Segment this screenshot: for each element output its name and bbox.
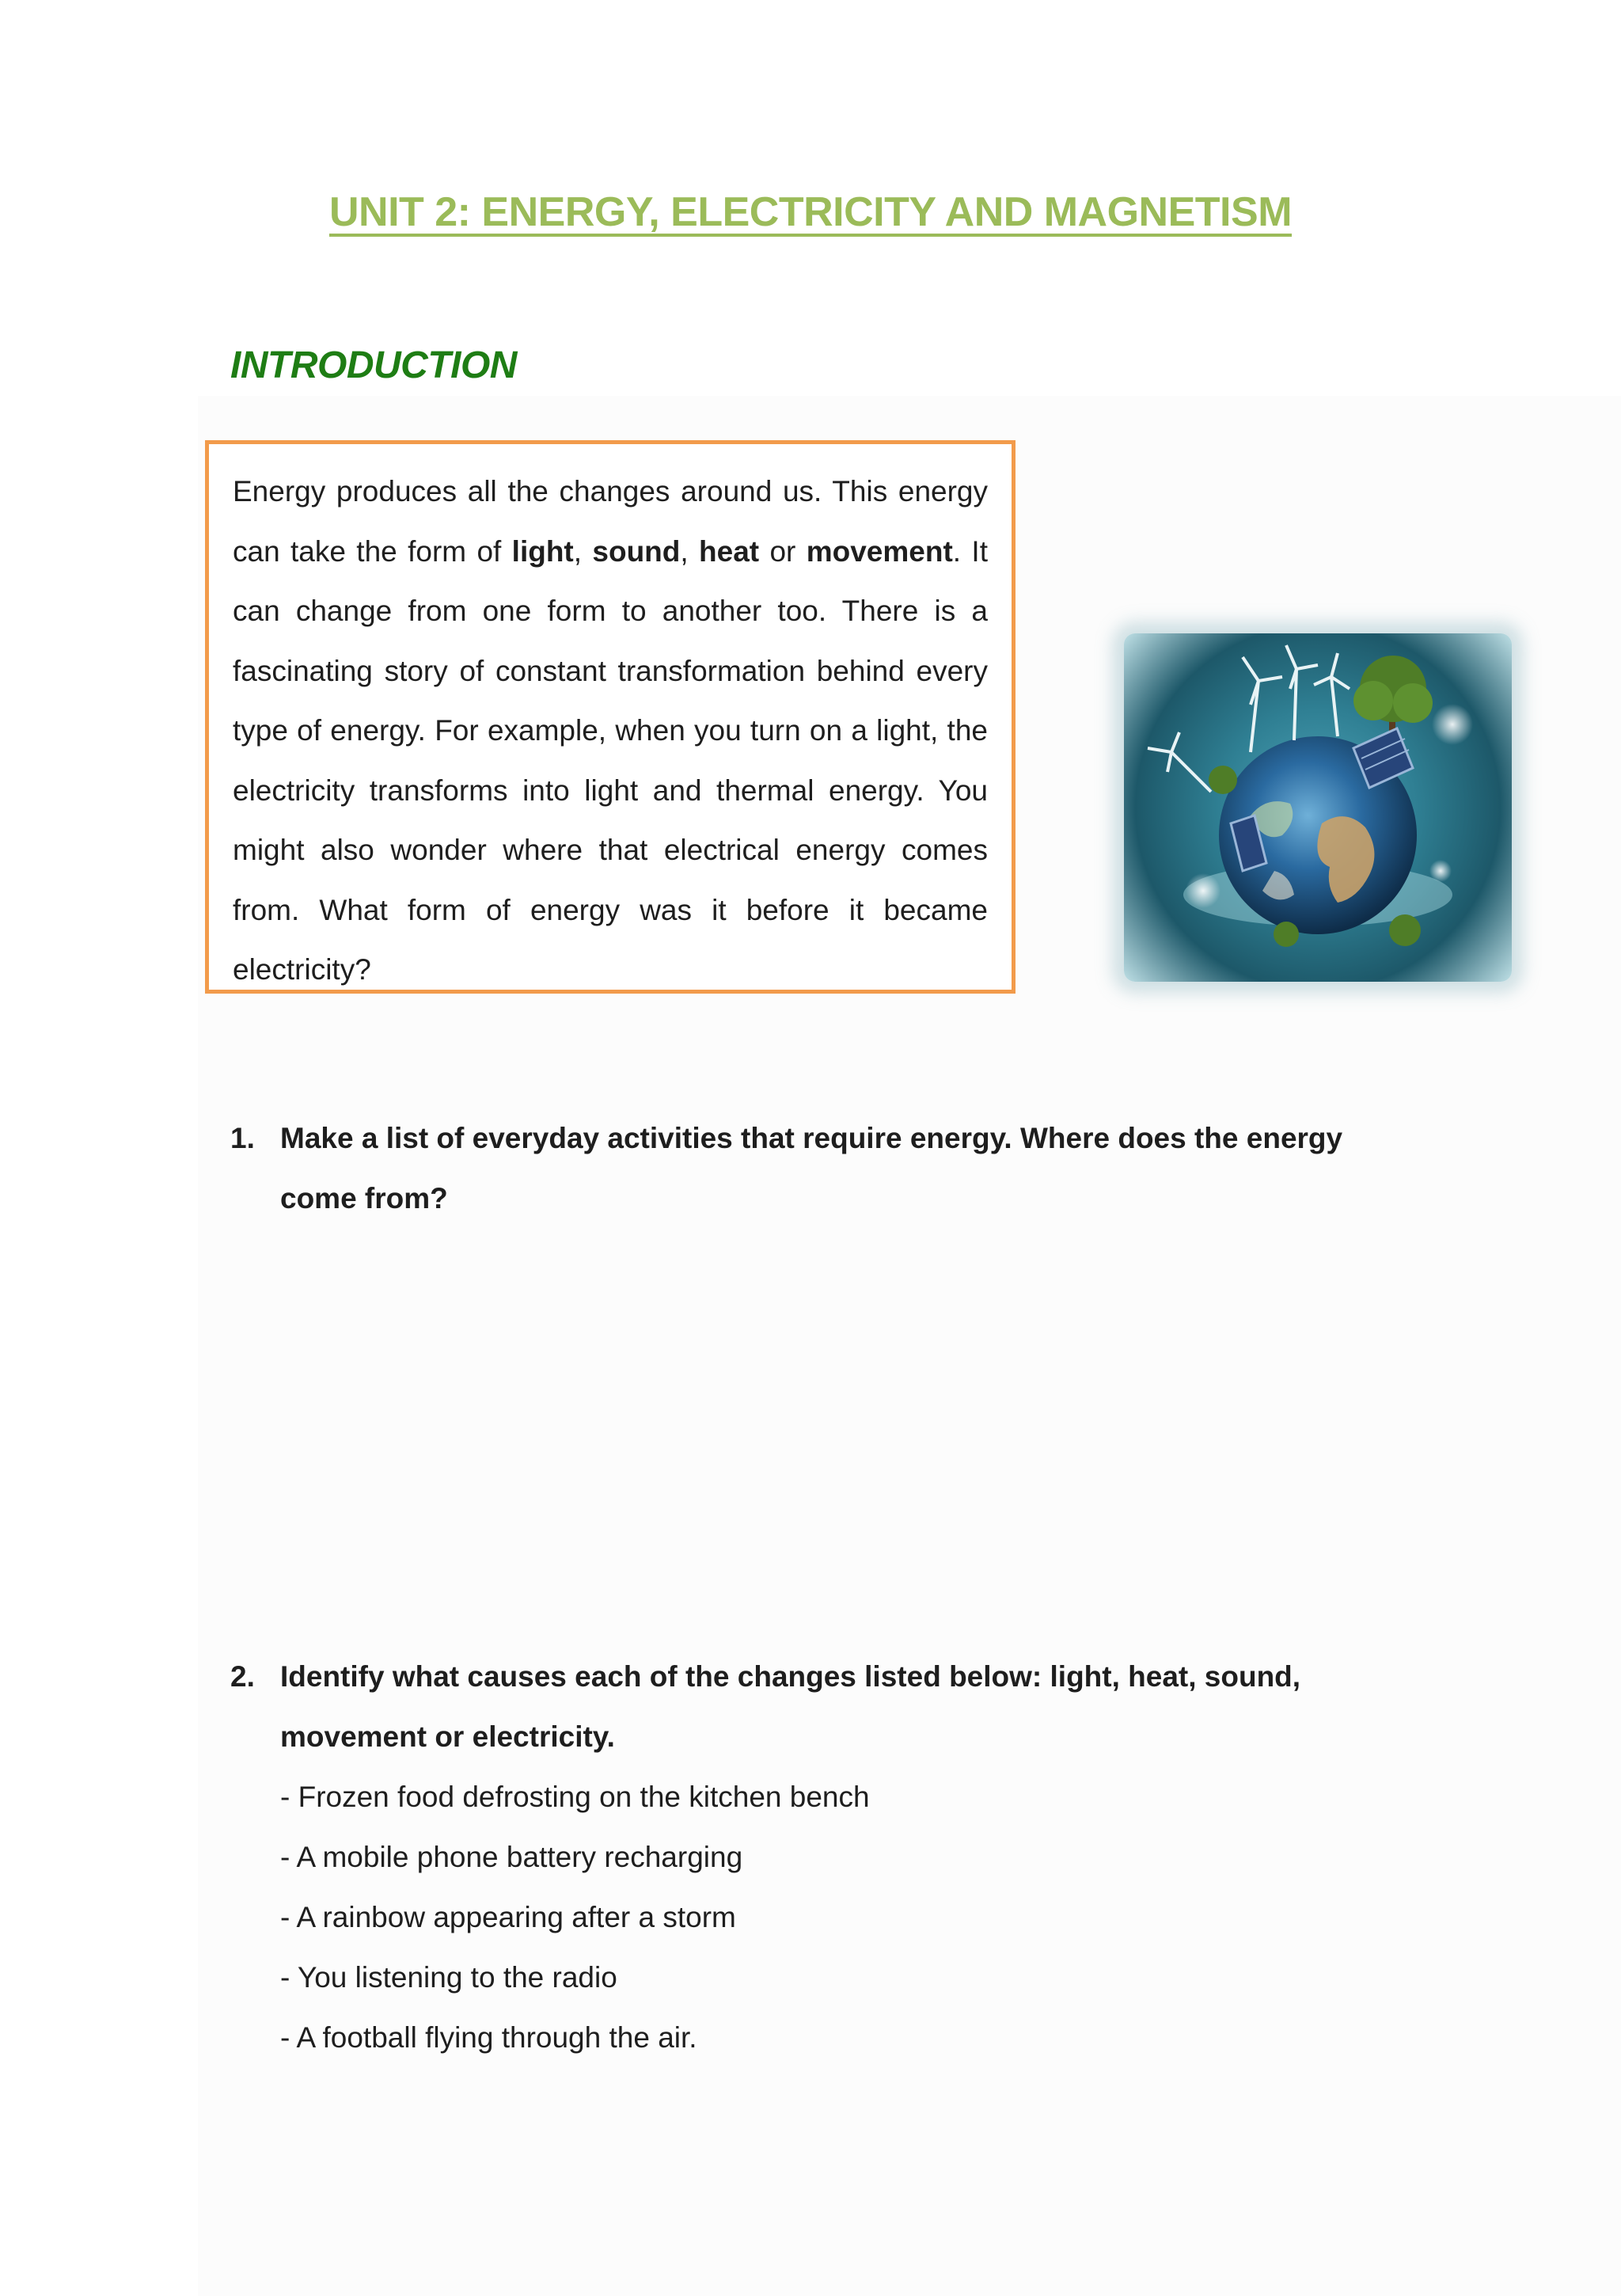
question-1 — [230, 1108, 1354, 1229]
earth-energy-image — [1124, 633, 1512, 982]
intro-text-segment: Energy produces all the changes around us. This energy can take the form of — [233, 475, 988, 568]
question-2-item: - A rainbow appearing after a storm — [280, 1901, 736, 1933]
earth-illustration-icon — [1124, 633, 1512, 982]
question-2-item: - You listening to the radio — [280, 1961, 617, 1994]
question-2-item: - A football flying through the air. — [280, 2021, 697, 2054]
unit-title — [0, 188, 1621, 236]
intro-text-segment: , — [573, 534, 593, 568]
intro-keyword: heat — [699, 534, 760, 568]
introduction-paragraph — [233, 462, 988, 1000]
question-2-item: - Frozen food defrosting on the kitchen bench — [280, 1781, 870, 1813]
question-2-body — [280, 1647, 1354, 2068]
intro-keyword: movement — [806, 534, 953, 568]
intro-text-segment: or — [759, 534, 807, 568]
question-2-item: - A mobile phone battery recharging — [280, 1841, 743, 1873]
question-2 — [230, 1647, 1354, 2068]
question-1-number: 1. — [230, 1122, 255, 1154]
question-1-body — [280, 1108, 1354, 1229]
intro-text-segment: , — [680, 534, 700, 568]
question-2-text: Identify what causes each of the changes listed below: light, heat, sound, movement or electricity. — [280, 1660, 1301, 1753]
section-heading-introduction: INTRODUCTION — [230, 344, 517, 386]
question-1-text: Make a list of everyday activities that require energy. Where does the energy come from? — [280, 1122, 1343, 1215]
intro-text-segment: . It can change from one form to another too. There is a fascinating story of constant transformation behind every type of energy. For example, when you turn on a light, the electricity transforms into light and thermal energy. You might also wonder where that electrical energy comes from. What form of energy was it before it became electricity? — [233, 534, 988, 986]
question-2-number: 2. — [230, 1660, 255, 1693]
intro-keyword: sound — [592, 534, 681, 568]
introduction-text-box — [205, 440, 1015, 994]
unit-title-text: UNIT 2: ENERGY, ELECTRICITY AND MAGNETISM — [328, 189, 1293, 235]
intro-keyword: light — [511, 534, 574, 568]
